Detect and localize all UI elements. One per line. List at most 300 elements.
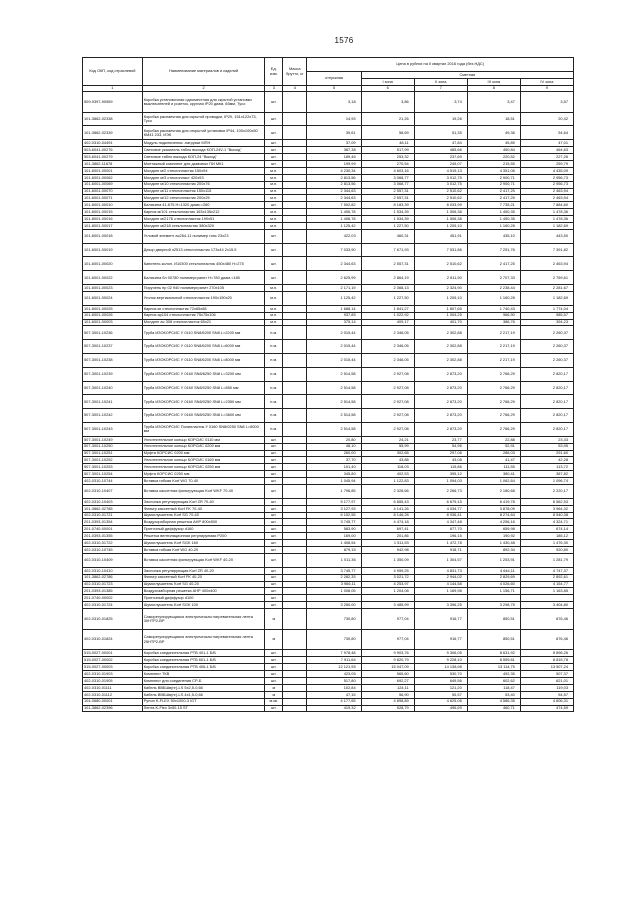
- zone1-price: 4 603,16: [361, 167, 414, 174]
- item-name: Коробка соединительная РТВ 401-1 Б/Б: [142, 650, 265, 657]
- release-price: 7 033,90: [307, 243, 361, 257]
- table-row: [83, 167, 574, 174]
- table-row: [83, 657, 574, 664]
- item-unit: м.п.: [265, 188, 283, 195]
- zone1-price: 8 183,39: [361, 202, 414, 209]
- zone4-price: [520, 595, 573, 602]
- item-code: 201-0740-00001: [83, 526, 143, 533]
- item-mass: [283, 657, 307, 664]
- column-number: 1: [83, 86, 143, 92]
- release-price: 422,03: [307, 229, 361, 243]
- zone4-price: 2 956,73: [520, 181, 573, 188]
- item-mass: [283, 312, 307, 319]
- item-unit: шт.: [265, 436, 283, 443]
- table-row: [83, 547, 574, 554]
- zone4-price: 2 260,37: [520, 326, 573, 340]
- zone1-price: 4 959,25: [361, 567, 414, 574]
- zone2-price: 2 873,20: [414, 367, 467, 381]
- zone4-price: 674,14: [520, 526, 573, 533]
- item-mass: [283, 664, 307, 671]
- zone2-price: 9 306,05: [414, 650, 467, 657]
- item-name: Карниз м/101 стеклопластик 163x135x212: [142, 209, 265, 216]
- item-code: 101-6001-00069: [83, 181, 143, 188]
- item-unit: шт.: [265, 147, 283, 154]
- item-code: 402-0310-10744: [83, 478, 143, 485]
- item-mass: [283, 436, 307, 443]
- zone3-price: 2 766,29: [467, 422, 520, 436]
- release-price: 1 045,94: [307, 478, 361, 485]
- zone1-price: 253,32: [361, 154, 414, 161]
- item-unit: шт.: [265, 540, 283, 547]
- item-unit: шт.: [265, 512, 283, 519]
- item-name: Уплотнительное кольцо КОРСИС 0160 мм: [142, 457, 265, 464]
- item-unit: шт.: [265, 160, 283, 167]
- release-price: 2 514,58: [307, 395, 361, 409]
- item-code: 507-3001-10253: [83, 464, 143, 471]
- item-name: Молдинг м/10 стеклопластик 200x76: [142, 181, 265, 188]
- zone4-price: 464,63: [520, 147, 573, 154]
- zone4-price: 1 281,79: [520, 553, 573, 567]
- item-unit: шт.: [265, 243, 283, 257]
- item-unit: м.п.: [265, 222, 283, 229]
- item-name: Приточный диффузор d100: [142, 595, 265, 602]
- zone4-price: 2 260,37: [520, 340, 573, 354]
- zone1-price: 409,17: [361, 319, 414, 326]
- zone1-price: 2 346,05: [361, 340, 414, 354]
- item-code: 509-9397-90559: [83, 92, 143, 113]
- zone3-price: 2 766,29: [467, 367, 520, 381]
- zone2-price: 2 873,20: [414, 422, 467, 436]
- table-row: [83, 553, 574, 567]
- item-name: Шумоглушитель Korf SGK 100: [142, 602, 265, 609]
- release-price: 101,40: [307, 464, 361, 471]
- release-price: 375,14: [307, 319, 361, 326]
- release-price: 2 813,56: [307, 181, 361, 188]
- item-code: 402-0310-01824: [83, 629, 143, 650]
- zone4-price: 1 182,69: [520, 291, 573, 305]
- zone3-price: 18,51: [467, 112, 520, 126]
- zone1-price: 7 671,93: [361, 243, 414, 257]
- zone2-price: 19,26: [414, 112, 467, 126]
- release-price: 2 514,58: [307, 367, 361, 381]
- item-name: Кабель ВВБШв(нг)-LS 4x1,5-0,66: [142, 691, 265, 698]
- release-price: 1 011,36: [307, 553, 361, 567]
- release-price: 583,90: [307, 526, 361, 533]
- zone2-price: [414, 595, 467, 602]
- item-name: Молдинг м/217Б стеклопластик 190x51: [142, 216, 265, 223]
- zone1-price: 124,11: [361, 684, 414, 691]
- release-price: 4 177,65: [307, 698, 361, 705]
- item-code: 402-0310-04491: [83, 140, 143, 147]
- table-row: [83, 698, 574, 705]
- item-code: 507-3001-10249: [83, 436, 143, 443]
- zone2-price: 4 519,13: [414, 167, 467, 174]
- zone1-price: 2 368,13: [361, 285, 414, 292]
- column-number: 2: [142, 86, 265, 92]
- header-zone1: I зона: [361, 79, 414, 86]
- item-name: Воздухораборная решетка АНР 800x500: [142, 519, 265, 526]
- item-name: Фильтр кассетный Korf FK 40-20: [142, 574, 265, 581]
- zone2-price: 237,69: [414, 154, 467, 161]
- zone1-price: 58,69: [361, 126, 414, 140]
- table-row: [83, 409, 574, 423]
- table-row: [83, 457, 574, 464]
- item-code: 101-6001-00062: [83, 174, 143, 181]
- zone4-price: 1 182,69: [520, 222, 573, 229]
- zone2-price: 1 205,10: [414, 291, 467, 305]
- release-price: 2 514,58: [307, 422, 361, 436]
- item-unit: шт.: [265, 526, 283, 533]
- table-row: [83, 450, 574, 457]
- item-mass: [283, 188, 307, 195]
- item-unit: шт.: [265, 92, 283, 113]
- item-name: Труба ИЗОКОРСИС У 0110 SN8/6200 SN8 L=8000 мм: [142, 354, 265, 368]
- item-code: 515-0027-00001: [83, 650, 143, 657]
- zone4-price: 2 820,17: [520, 395, 573, 409]
- table-row: [83, 257, 574, 271]
- table-row: [83, 395, 574, 409]
- zone1-price: 1 227,50: [361, 222, 414, 229]
- item-code: 507-3001-10243: [83, 422, 143, 436]
- zone1-price: 56,90: [361, 691, 414, 698]
- zone2-price: 2 811,90: [414, 271, 467, 285]
- table-row: [83, 595, 574, 602]
- item-mass: [283, 478, 307, 485]
- table-row: [83, 609, 574, 630]
- item-mass: [283, 533, 307, 540]
- zone2-price: 2 944,02: [414, 574, 467, 581]
- zone3-price: 2 180,68: [467, 485, 520, 499]
- item-code: 507-3001-10252: [83, 457, 143, 464]
- item-name: Вставка гибкая Korf WG 40-20: [142, 547, 265, 554]
- zone4-price: 443,50: [520, 229, 573, 243]
- zone1-price: 1 204,08: [361, 588, 414, 595]
- zone2-price: 1 472,78: [414, 540, 467, 547]
- zone4-price: 1 476,30: [520, 540, 573, 547]
- item-unit: м.п.: [265, 312, 283, 319]
- release-price: 2 344,63: [307, 257, 361, 271]
- table-row: [83, 126, 574, 140]
- table-row: [83, 629, 574, 650]
- zone3-price: 111,55: [467, 464, 520, 471]
- item-mass: [283, 340, 307, 354]
- table-row: [83, 202, 574, 209]
- table-row: [83, 154, 574, 161]
- release-price: 2 514,58: [307, 381, 361, 395]
- item-mass: [283, 485, 307, 499]
- zone3-price: 2 707,33: [467, 271, 520, 285]
- zone3-price: 52,91: [467, 443, 520, 450]
- zone2-price: 496,69: [414, 705, 467, 712]
- zone4-price: 4 154,77: [520, 581, 573, 588]
- zone3-price: 2 217,19: [467, 354, 520, 368]
- item-mass: [283, 547, 307, 554]
- zone1-price: 697,41: [361, 526, 414, 533]
- release-price: 1 008,05: [307, 588, 361, 595]
- zone1-price: 21,26: [361, 112, 414, 126]
- zone3-price: 1 450,35: [467, 216, 520, 223]
- zone2-price: 649,56: [414, 678, 467, 685]
- item-name: Вставка кассетная фильтрующая Korf WKF 40-20: [142, 553, 265, 567]
- zone4-price: 920,80: [520, 547, 573, 554]
- zone3-price: 1 740,43: [467, 305, 520, 312]
- table-row: [83, 209, 574, 216]
- zone4-price: 47,01: [520, 140, 573, 147]
- zone1-price: 55,99: [361, 443, 414, 450]
- zone1-price: 1 841,27: [361, 305, 414, 312]
- item-code: 201-0393-01354: [83, 519, 143, 526]
- zone4-price: 4 435,09: [520, 167, 573, 174]
- zone3-price: 2 238,44: [467, 285, 520, 292]
- zone4-price: 2 892,61: [520, 574, 573, 581]
- item-name: Шумоглушитель Korf SGK 160: [142, 540, 265, 547]
- item-name: Коробка распаечная для открытой установки IP44, 100x100x50 КМ41 233, ИЭК: [142, 126, 265, 140]
- release-price: 937,85: [307, 312, 361, 319]
- zone1-price: 4 141,26: [361, 505, 414, 512]
- column-number: 6: [361, 86, 414, 92]
- zone3-price: 220,52: [467, 154, 520, 161]
- zone1-price: 118,03: [361, 464, 414, 471]
- zone4-price: 20,42: [520, 112, 573, 126]
- item-name: Уплотнительное кольцо КОРСИС 0200 мм: [142, 443, 265, 450]
- zone2-price: 2 873,20: [414, 409, 467, 423]
- item-mass: [283, 92, 307, 113]
- zone4-price: 2 220,17: [520, 485, 573, 499]
- item-unit: шт.: [265, 567, 283, 574]
- item-mass: [283, 498, 307, 505]
- item-mass: [283, 395, 307, 409]
- item-mass: [283, 126, 307, 140]
- zone1-price: 48,11: [361, 140, 414, 147]
- zone3-price: 1 160,28: [467, 222, 520, 229]
- zone4-price: 4 747,37: [520, 567, 573, 574]
- zone2-price: 2 266,73: [414, 485, 467, 499]
- zone2-price: 1 094,03: [414, 478, 467, 485]
- table-row: [83, 533, 574, 540]
- zone1-price: 517,99: [361, 147, 414, 154]
- table-row: [83, 326, 574, 340]
- item-code: 402-0310-01723: [83, 581, 143, 588]
- zone4-price: 291,60: [520, 450, 573, 457]
- item-name: Молдинг м/2 стеклопластик 150x94: [142, 167, 265, 174]
- item-code: 402-0310-10407: [83, 485, 143, 499]
- zone2-price: 1 807,65: [414, 305, 467, 312]
- item-code: 101-6001-00003: [83, 319, 143, 326]
- table-row: [83, 222, 574, 229]
- item-mass: [283, 160, 307, 167]
- zone1-price: 2 927,08: [361, 367, 414, 381]
- zone4-price: 13 507,24: [520, 664, 573, 671]
- release-price: 345,80: [307, 471, 361, 478]
- item-name: Труба ИЗОКОРСИС У 0160 SN8/0250 SN8 L=850 мм: [142, 381, 265, 395]
- item-name: Труба ИЗОКОРСИС У 0160 SN8/0250 SN8 L=3600 мм: [142, 409, 265, 423]
- table-row: [83, 671, 574, 678]
- item-mass: [283, 691, 307, 698]
- zone3-price: [467, 595, 520, 602]
- item-unit: м: [265, 684, 283, 691]
- item-mass: [283, 285, 307, 292]
- zone3-price: 2 900,71: [467, 174, 520, 181]
- zone4-price: 2 820,17: [520, 381, 573, 395]
- table-row: [83, 678, 574, 685]
- zone4-price: 53,95: [520, 443, 573, 450]
- item-code: 201-0740-00002: [83, 595, 143, 602]
- item-mass: [283, 650, 307, 657]
- zone4-price: 2 463,94: [520, 257, 573, 271]
- item-mass: [283, 471, 307, 478]
- zone4-price: 1 163,85: [520, 588, 573, 595]
- zone1-price: 2 927,08: [361, 395, 414, 409]
- header-zone3: III зона: [467, 79, 520, 86]
- item-mass: [283, 609, 307, 630]
- zone4-price: 2 281,67: [520, 285, 573, 292]
- release-price: 1 125,42: [307, 222, 361, 229]
- item-unit: шт.: [265, 533, 283, 540]
- column-number: 4: [283, 86, 307, 92]
- item-unit: шт.: [265, 443, 283, 450]
- zone1-price: 460,31: [361, 229, 414, 243]
- zone4-price: 259,79: [520, 160, 573, 167]
- item-code: 101-6001-00019: [83, 243, 143, 257]
- table-row: [83, 188, 574, 195]
- table-row: [83, 422, 574, 436]
- zone4-price: 8 815,78: [520, 657, 573, 664]
- zone4-price: 119,03: [520, 684, 573, 691]
- zone3-price: 215,55: [467, 160, 520, 167]
- zone2-price: 2 302,88: [414, 354, 467, 368]
- zone2-price: 297,08: [414, 450, 467, 457]
- zone3-price: 2 766,29: [467, 395, 520, 409]
- item-name: Балясина бл 00780 полимергранит Н=780 диам.=180: [142, 271, 265, 285]
- item-mass: [283, 422, 307, 436]
- item-unit: п.м.: [265, 381, 283, 395]
- item-mass: [283, 553, 307, 567]
- item-name: Приточный диффузор d160: [142, 526, 265, 533]
- zone1-price: 2 927,08: [361, 381, 414, 395]
- release-price: 169,00: [307, 533, 361, 540]
- header-zone4: IV зона: [520, 79, 573, 86]
- item-unit: шт.: [265, 588, 283, 595]
- table-row: [83, 340, 574, 354]
- item-name: Уплотнительное кольцо КОРСИС 0110 мм: [142, 436, 265, 443]
- header-estimate: Сметная: [361, 72, 573, 79]
- item-unit: шт.: [265, 457, 283, 464]
- zone2-price: 43,08: [414, 457, 467, 464]
- release-price: 2 625,99: [307, 271, 361, 285]
- item-unit: м.п.: [265, 181, 283, 188]
- zone1-price: 1 534,39: [361, 209, 414, 216]
- header-zone2: II зона: [414, 79, 467, 86]
- item-name: Заслонка регулирующая Korf ZR 40-20: [142, 567, 265, 574]
- item-name: Труба ИЗОКОРСИС У 0160 SN8/6250 SN8 L=3200 мм: [142, 367, 265, 381]
- release-price: 1 408,54: [307, 540, 361, 547]
- item-unit: п.м.: [265, 409, 283, 423]
- zone4-price: 3 404,80: [520, 602, 573, 609]
- item-unit: шт.: [265, 595, 283, 602]
- zone3-price: 8 631,92: [467, 650, 520, 657]
- zone1-price: 2 557,31: [361, 188, 414, 195]
- zone4-price: 2 820,17: [520, 367, 573, 381]
- zone1-price: 302,65: [361, 450, 414, 457]
- zone2-price: 55,57: [414, 691, 467, 698]
- item-code: 402-0310-01825: [83, 609, 143, 630]
- zone4-price: 8 540,38: [520, 512, 573, 519]
- item-code: 507-3001-10250: [83, 443, 143, 450]
- release-price: 6 152,55: [307, 512, 361, 519]
- item-unit: шт.: [265, 678, 283, 685]
- column-number: 8: [467, 86, 520, 92]
- item-mass: [283, 291, 307, 305]
- item-unit: шт.: [265, 574, 283, 581]
- zone1-price: 6 855,43: [361, 498, 414, 505]
- table-row: [83, 112, 574, 126]
- zone2-price: 115,86: [414, 464, 467, 471]
- zone4-price: 621,01: [520, 678, 573, 685]
- header-release: отпускная: [307, 72, 361, 86]
- release-price: 7 978,48: [307, 650, 361, 657]
- table-row: [83, 140, 574, 147]
- item-name: Вставка гибкая Korf WG 70-40: [142, 478, 265, 485]
- release-price: 3,18: [307, 92, 361, 113]
- item-unit: шт.: [265, 650, 283, 657]
- item-unit: п.м.: [265, 354, 283, 368]
- item-mass: [283, 147, 307, 154]
- zone1-price: 2 557,31: [361, 195, 414, 202]
- table-row: [83, 485, 574, 499]
- item-unit: шт.: [265, 271, 283, 285]
- item-unit: шт.: [265, 553, 283, 567]
- column-number: 3: [265, 86, 283, 92]
- table-row: [83, 436, 574, 443]
- zone3-price: 13 114,75: [467, 664, 520, 671]
- item-name: Молдинг м/3 стеклопласт 420x53: [142, 174, 265, 181]
- release-price: 1 796,85: [307, 485, 361, 499]
- table-row: [83, 285, 574, 292]
- release-price: 5 177,97: [307, 498, 361, 505]
- zone1-price: 2 346,05: [361, 354, 414, 368]
- item-code: 101-3862-02339: [83, 126, 143, 140]
- zone1-price: 3 068,77: [361, 181, 414, 188]
- item-mass: [283, 140, 307, 147]
- item-name: Шумоглушитель Korf SG 40-20: [142, 581, 265, 588]
- item-code: 201-0393-01385: [83, 588, 143, 595]
- item-mass: [283, 671, 307, 678]
- table-row: [83, 684, 574, 691]
- item-unit: м.п.: [265, 209, 283, 216]
- zone1-price: 942,98: [361, 547, 414, 554]
- zone2-price: 2 510,62: [414, 257, 467, 271]
- zone4-price: 876,46: [520, 609, 573, 630]
- release-price: 2 344,63: [307, 195, 361, 202]
- zone3-price: 118,47: [467, 684, 520, 691]
- zone1-price: 3,86: [361, 92, 414, 113]
- zone2-price: 3 012,75: [414, 181, 467, 188]
- item-name: Молдинг м/11 стеклопластик 150x115: [142, 188, 265, 195]
- zone1-price: 4 253,97: [361, 581, 414, 588]
- item-unit: м.п.: [265, 319, 283, 326]
- table-row: [83, 174, 574, 181]
- item-mass: [283, 174, 307, 181]
- zone3-price: 3 298,75: [467, 602, 520, 609]
- zone4-price: 42,28: [520, 457, 573, 464]
- zone3-price: 4 351,06: [467, 167, 520, 174]
- zone1-price: 2 557,31: [361, 257, 414, 271]
- zone2-price: 2 873,20: [414, 381, 467, 395]
- zone2-price: 916,77: [414, 629, 467, 650]
- zone1-price: 201,86: [361, 533, 414, 540]
- zone4-price: 185,12: [520, 533, 573, 540]
- item-code: 101-6001-00018: [83, 229, 143, 243]
